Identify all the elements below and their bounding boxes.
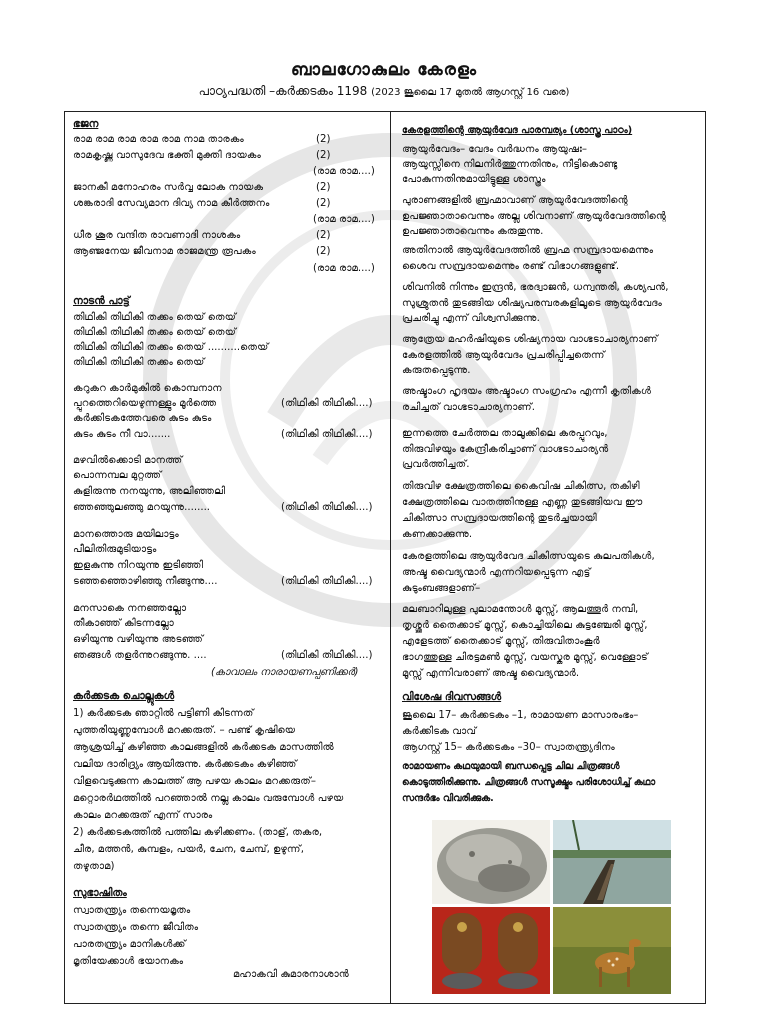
repeat-count: (2) xyxy=(316,230,331,241)
song-line: മഴവിൽക്കൊടി മാനത്ത് xyxy=(73,455,183,466)
bhajana-line: ശങ്കരാദി സേവ്യമാന ദിവ്യ നാമ കീർത്തനം xyxy=(73,198,270,209)
ayurveda-line: മലബാറിലുള്ള പുലാമന്തോൾ മൂസ്സ്, ആലത്തൂർ നമ്പി, xyxy=(402,604,639,615)
song-line: ഇളകുന്നു നിറയുന്നു ഇടിഞ്ഞി xyxy=(73,560,204,571)
verse-line: സ്വാതന്ത്ര്യം തന്നെ ജീവിതം xyxy=(73,922,199,933)
ayurveda-line: തിരുവിഴ ക്ഷേത്രത്തിലെ കൈവിഷ ചികിത്സ, തകിഴി xyxy=(402,481,640,492)
padukas-photo xyxy=(432,907,550,994)
proverb-line: ആശ്രയിച്ച് കഴിഞ്ഞ കാലങ്ങളിൽ കർക്കടക മാസത്തിൽ xyxy=(73,742,334,753)
padukas-image xyxy=(432,907,550,994)
bhajana-line: രാമ രാമ രാമ രാമ രാമ നാമ താരകം xyxy=(73,134,244,145)
verse-line: സ്വാതന്ത്ര്യം തന്നെയമൃതം xyxy=(73,905,191,916)
song-line: തിഥികി തിഥികി തക്കം തെയ് തെയ് xyxy=(73,312,237,323)
ayurveda-line: അഷ്ടാംഗ ഹൃദയം അഷ്ടാംഗ സംഗ്രഹം എന്നീ കൃതികൾ xyxy=(402,386,652,397)
repeat-count: (2) xyxy=(316,150,331,161)
bhajana-refrain: (രാമ രാമ....) xyxy=(313,263,375,274)
bhajana-refrain: (രാമ രാമ....) xyxy=(313,214,375,225)
bhajana-line: ജാനകീ മനോഹരം സർവ്വ ലോക നായക xyxy=(73,182,264,193)
content-frame xyxy=(64,111,706,1004)
ayurveda-line: കേരളത്തിലെ ആയുർവേദ ചികിത്സയുടെ കുലപതികൾ, xyxy=(402,551,655,562)
subtitle-main: പാഠ്യപദ്ധതി –കർക്കടകം 1198 xyxy=(198,84,368,98)
song-line: തിഥികി തിഥികി തക്കം തെയ് xyxy=(73,357,205,368)
repeat-count: (2) xyxy=(316,246,331,257)
special-day-line: ആഗസ്റ്റ് 15– കർക്കടകം –30– സ്വാതന്ത്ര്യദിനം xyxy=(402,742,615,753)
ayurveda-line: ചികിത്സാ സമ്പ്രദായത്തിന്റെ തുടർച്ചയായി xyxy=(402,513,597,524)
ayurveda-line: പ്രവർത്തിച്ചത്. xyxy=(402,459,470,470)
ayurveda-line: മൂസ്സ് എന്നിവരാണ് അഷ്ട വൈദ്യന്മാർ. xyxy=(402,668,580,679)
verse-line: മൃതിയേക്കാൾ ഭയാനകം xyxy=(73,956,184,967)
song-refrain: (തിഥികി തിഥികി....) xyxy=(281,398,373,409)
proverb-line: 2) കർക്കടകത്തിൽ പത്തില കഴിക്കണം. (താള്, തകര, xyxy=(73,827,323,838)
subtitle-date-range: (2023 ജൂലൈ 17 മുതൽ ആഗസ്റ്റ് 16 വരെ) xyxy=(371,87,570,98)
ayurveda-line: ആയുർവേദം– വേദം വർദ്ധനം ആയുഷഃ– xyxy=(402,144,587,155)
proverb-line: വിളവെടുക്കുന്ന കാലത്ത് ആ പഴയ കാലം മറക്കരുത്– xyxy=(73,776,316,787)
song-line: കുളിരുന്നു നനയുന്നു, അലിഞ്ഞലി xyxy=(73,486,226,497)
ayurveda-line: കരുതപ്പെടുന്നു. xyxy=(402,365,471,376)
song-line: മനസാകെ നനഞ്ഞല്ലോ xyxy=(73,603,187,614)
page-subtitle xyxy=(0,84,768,99)
song-refrain: (തിഥികി തിഥികി....) xyxy=(281,429,373,440)
song-line: തിഥികി തിഥികി തക്കം തെയ് ..........തെയ് xyxy=(73,342,269,353)
repeat-count: (2) xyxy=(316,182,331,193)
proverb-line: ചീര, മത്തൻ, കുമ്പളം, പയർ, ചേന, ചേമ്പ്, ഉഴുന്ന്, xyxy=(73,844,304,855)
song-refrain: (തിഥികി തിഥികി....) xyxy=(281,576,373,587)
ayurveda-line: ഉപജ്ഞാതാവെന്നും കരുതുന്നു. xyxy=(402,226,544,237)
karkkadaka-heading: കർക്കടക ചൊല്ലുകൾ xyxy=(73,690,175,702)
bhajana-line: ധീര ശൂര വന്ദിത രാവണാദി നാശകം xyxy=(73,230,241,241)
ayurveda-line: ഇന്നത്തെ ചേർത്തല താലൂക്കിലെ കരപ്പുറവും, xyxy=(402,428,608,439)
rock-photo xyxy=(432,820,550,904)
deer-image xyxy=(553,907,671,994)
proverb-line: വലിയ ദാരിദ്ര്യം ആയിരുന്നു. കർക്കടകം കഴിഞ്ഞ് xyxy=(73,759,297,770)
ayurveda-line: പോകുന്നതിനുമായിട്ടുള്ള ശാസ്ത്രം xyxy=(402,174,546,185)
ayurveda-line: തൃശ്ശൂർ തൈക്കാട് മൂസ്സ്, കൊച്ചിയിലെ കുട്ടഞ്ചേരി മൂസ്സ്, xyxy=(402,620,648,631)
verse-author: മഹാകവി കുമാരനാശാൻ xyxy=(233,969,349,980)
ayurveda-line: കുടുംബങ്ങളാണ്– xyxy=(402,583,481,594)
proverb-line: മറ്റൊരർഥത്തിൽ പറഞ്ഞാൽ നല്ല കാലം വരുമ്പോൾ പഴയ xyxy=(73,793,344,804)
song-line: തിഥികി തിഥികി തക്കം തെയ് തെയ് xyxy=(73,327,237,338)
rock-image xyxy=(432,820,550,904)
song-line: കർക്കിടകത്തേവരെ കുടം കുടം xyxy=(73,413,212,424)
ayurveda-line: കണക്കാക്കുന്നു. xyxy=(402,529,473,540)
special-days-heading: വിശേഷ ദിവസങ്ങൾ xyxy=(402,691,502,703)
proverb-line: കാലം മറക്കരുത് എന്ന് സാരം xyxy=(73,810,213,821)
task-line: കൊടുത്തിരിക്കുന്നു. ചിത്രങ്ങൾ സസൂക്ഷ്മം പരിശോധിച്ച് കഥാ xyxy=(402,777,656,788)
song-refrain: (തിഥികി തിഥികി....) xyxy=(281,502,373,513)
ayurveda-line: ഉപജ്ഞാതാവെന്നും അല്ല ശിവനാണ് ആയുർവേദത്തിന്റെ xyxy=(402,211,667,222)
boat-photo xyxy=(553,820,671,904)
bhajana-line: ആഞ്ജനേയ ജീവനാമ രാജമന്ത്ര രൂപകം xyxy=(73,246,256,257)
song-line: ഞ്ഞഞ്ഞുലഞ്ഞു മറയുന്നു........ xyxy=(73,502,211,513)
ayurveda-line: അതിനാൽ ആയുർവേദത്തിൽ ബ്രഹ്മ സമ്പ്രദായമെന്നും xyxy=(402,245,654,256)
column-divider xyxy=(390,112,391,1003)
nadanpattu-heading: നാടൻ പാട്ട് xyxy=(73,295,130,307)
song-line: ടഞ്ഞഞ്ഞൊഴിഞ്ഞു നീങ്ങുന്നു.... xyxy=(73,576,218,587)
song-refrain: (തിഥികി തിഥികി....) xyxy=(281,650,373,661)
ayurveda-line: പുരാണങ്ങളിൽ ബ്രഹ്മാവാണ് ആയുർവേദത്തിന്റെ xyxy=(402,195,628,206)
special-day-line: ജൂലൈ 17– കർക്കടകം –1, രാമായണ മാസാരംഭം– xyxy=(402,710,639,721)
boat-image xyxy=(553,820,671,904)
bhajana-line: രാമകൃഷ്ണ വാസുദേവ ഭക്തി മുക്തി ദായകം xyxy=(73,150,261,161)
proverb-line: 1) കർക്കടക ഞാറ്റിൽ പട്ടിണി കിടന്നത് xyxy=(73,708,254,719)
deer-photo xyxy=(553,907,671,994)
bhajana-heading: ഭജന xyxy=(73,118,99,130)
ayurveda-line: ആയുസ്സിനെ നിലനിർത്തുന്നതിനും, നീട്ടികൊണ്ടു xyxy=(402,159,618,170)
special-day-line: കർക്കിടക വാവ് xyxy=(402,726,477,737)
task-line: രാമായണം കഥയുമായി ബന്ധപ്പെട്ട ചില ചിത്രങ്ങൾ xyxy=(402,761,620,772)
proverb-line: തഴുതാമ) xyxy=(73,861,115,872)
song-line: പൊന്നമ്പല മുറ്റത്ത് xyxy=(73,470,162,481)
ayurveda-line: കേരളത്തിൽ ആയുർവേദം പ്രചരിപ്പിച്ചതെന്ന് xyxy=(402,350,605,361)
ayurveda-line: അഷ്ട വൈദ്യന്മാർ എന്നറിയപ്പെടുന്ന എട്ട് xyxy=(402,567,591,578)
verse-line: പാരതന്ത്ര്യം മാനികൾക്ക് xyxy=(73,939,186,950)
ayurveda-line: രചിച്ചത് വാഗ്ഭടാചാര്യനാണ്. xyxy=(402,402,536,413)
ayurveda-line: എളേടത്ത് തൈക്കാട് മൂസ്സ്, തിരുവിതാംകൂർ xyxy=(402,636,600,647)
song-line: കുടം കുടം നീ വാ....... xyxy=(73,429,171,440)
song-line: ഒഴിയുന്നു വഴിയുന്നു അടഞ്ഞ് xyxy=(73,634,204,645)
task-line: സന്ദർഭം വിവരിക്കുക. xyxy=(402,793,494,804)
page-title: ബാലഗോകുലം കേരളം xyxy=(290,60,478,80)
repeat-count: (2) xyxy=(316,134,331,145)
song-line: ഞങ്ങൾ തളർന്നുറങ്ങുന്നു. .... xyxy=(73,650,207,661)
poet-credit: (കാവാലം നാരായണപ്പണിക്കർ) xyxy=(211,667,359,678)
repeat-count: (2) xyxy=(316,198,331,209)
song-line: പീലിതിരുമുടിയാട്ടം xyxy=(73,544,157,555)
ayurveda-line: ക്ഷേത്രത്തിലെ വാതത്തിനുള്ള എണ്ണ തുടങ്ങിയവ ഈ xyxy=(402,497,643,508)
song-line: തീകാഞ്ഞ് കിടന്നല്ലോ xyxy=(73,618,174,629)
subhashitham-heading: സുഭാഷിതം xyxy=(73,887,127,899)
ayurveda-line: ആത്രേയ മഹർഷിയുടെ ശിഷ്യനായ വാഗ്ഭടാചാര്യനാണ് xyxy=(402,334,658,345)
song-line: കറുകറ കാർമുകിൽ കൊമ്പനാന xyxy=(73,383,222,394)
ayurveda-line: ശൈവ സമ്പ്രദായമെന്നും രണ്ട് വിഭാഗങ്ങളുണ്ട്. xyxy=(402,261,620,272)
ayurveda-line: ഭാഗത്തുള്ള ചിരട്ടമൺ മൂസ്സ്, വയസ്കര മൂസ്സ്, വെള്ളോട് xyxy=(402,652,648,663)
ayurveda-heading: കേരളത്തിന്റെ ആയുർവേദ പാരമ്പര്യം (ശാസ്ത്ര പാഠം) xyxy=(402,125,633,136)
song-line: മാനത്തൊരു മയിലാട്ടം xyxy=(73,529,179,540)
ayurveda-line: ശിവനിൽ നിന്നും ഇന്ദ്രൻ, ഭരദ്വാജൻ, ധന്വന്തരി, കശ്യപൻ, xyxy=(402,282,669,293)
bhajana-refrain: (രാമ രാമ....) xyxy=(313,166,375,177)
ayurveda-line: തിരുവിഴയും കേന്ദ്രീകരിച്ചാണ് വാഗ്ഭടാചാര്യൻ xyxy=(402,444,609,455)
ayurveda-line: സുശ്രുതൻ തുടങ്ങിയ ശിഷ്യപരമ്പരകളിലൂടെ ആയുർവേദം xyxy=(402,298,662,309)
proverb-line: പുത്തരിയുണ്ണുമ്പോൾ മറക്കരുത്. – പണ്ട് കൃഷിയെ xyxy=(73,725,296,736)
ayurveda-line: പ്രചരിച്ചു എന്ന് വിശ്വസിക്കുന്നു. xyxy=(402,313,540,324)
song-line: പ്പുറത്തെറിയെഴുന്നള്ളും മൂർത്തെ xyxy=(73,398,217,409)
